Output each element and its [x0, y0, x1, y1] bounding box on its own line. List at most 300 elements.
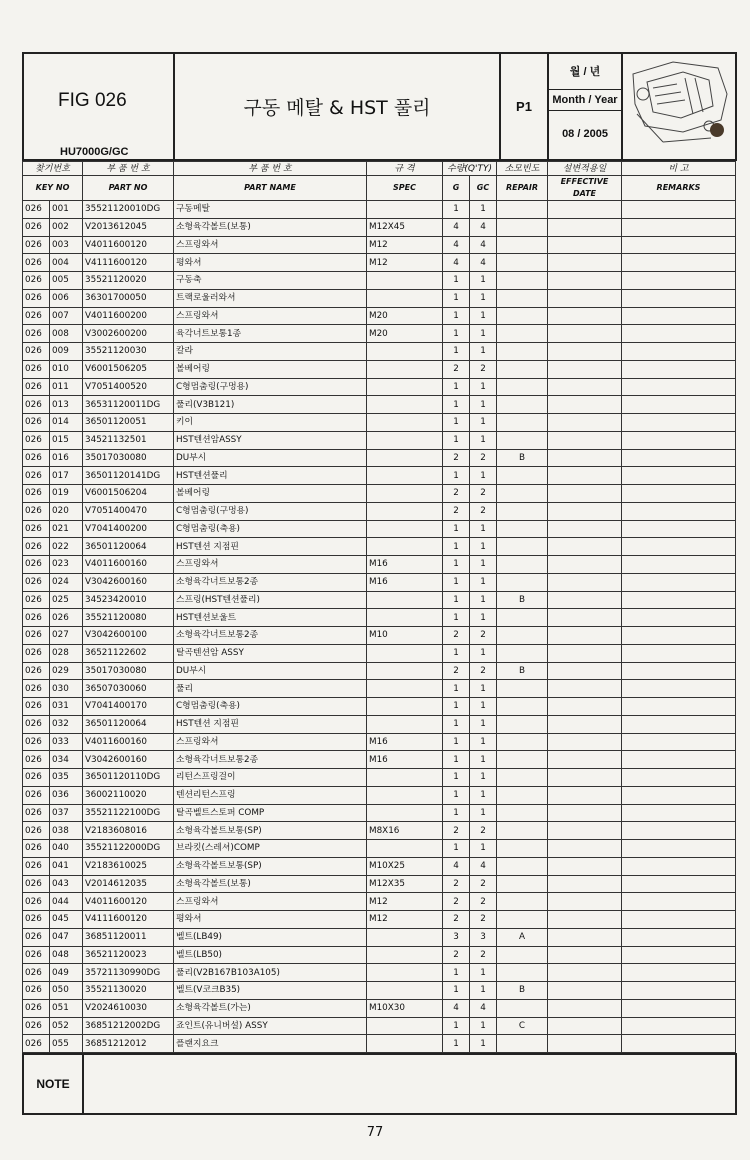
row-remarks [622, 378, 736, 396]
row-qty-g: 1 [443, 201, 470, 219]
row-fig-no: 026 [23, 254, 50, 272]
row-fig-no: 026 [23, 928, 50, 946]
row-part-no: V4011600200 [83, 307, 174, 325]
row-part-name: 풀리(V2B167B103A105) [174, 964, 367, 982]
row-spec: M16 [367, 733, 443, 751]
row-part-no: V2183610025 [83, 857, 174, 875]
row-part-name: 스프링와셔 [174, 893, 367, 911]
row-effective-date [548, 786, 622, 804]
row-repair: C [497, 1017, 548, 1035]
row-qty-gc: 1 [470, 769, 497, 787]
row-fig-no: 026 [23, 751, 50, 769]
row-qty-g: 1 [443, 1035, 470, 1053]
column-header-en [23, 176, 736, 201]
row-effective-date [548, 1035, 622, 1053]
col-key-kr: 찾기번호 [23, 162, 83, 176]
row-remarks [622, 1017, 736, 1035]
row-fig-no: 026 [23, 449, 50, 467]
row-qty-gc: 2 [470, 946, 497, 964]
row-fig-no: 026 [23, 999, 50, 1017]
row-part-name: 벨트(LB50) [174, 946, 367, 964]
row-part-name: DU부시 [174, 662, 367, 680]
row-part-no: V4011600160 [83, 556, 174, 574]
row-repair [497, 502, 548, 520]
note-table [22, 1053, 737, 1115]
row-key-no: 034 [50, 751, 83, 769]
row-spec [367, 1035, 443, 1053]
row-effective-date [548, 538, 622, 556]
row-fig-no: 026 [23, 538, 50, 556]
row-part-no: V7041400170 [83, 698, 174, 716]
fig-cell [23, 53, 174, 160]
row-qty-g: 1 [443, 396, 470, 414]
row-key-no: 030 [50, 680, 83, 698]
row-spec: M10 [367, 627, 443, 645]
table-row [23, 591, 736, 609]
row-effective-date [548, 680, 622, 698]
col-repair-en: REPAIR [497, 176, 548, 201]
row-qty-gc: 1 [470, 201, 497, 219]
row-spec [367, 928, 443, 946]
fig-number: FIG 026 [58, 90, 127, 111]
row-fig-no: 026 [23, 1035, 50, 1053]
row-fig-no: 026 [23, 307, 50, 325]
table-row [23, 449, 736, 467]
row-part-no: 36521122602 [83, 644, 174, 662]
header-table [22, 52, 737, 161]
row-effective-date [548, 272, 622, 290]
table-row [23, 644, 736, 662]
table-row [23, 662, 736, 680]
row-spec: M8X16 [367, 822, 443, 840]
row-qty-gc: 1 [470, 751, 497, 769]
row-part-name: 볼베어링 [174, 360, 367, 378]
row-remarks [622, 360, 736, 378]
row-remarks [622, 875, 736, 893]
row-part-no: V4011600120 [83, 893, 174, 911]
row-repair [497, 520, 548, 538]
row-repair [497, 272, 548, 290]
row-remarks [622, 715, 736, 733]
row-effective-date [548, 644, 622, 662]
row-remarks [622, 307, 736, 325]
row-effective-date [548, 662, 622, 680]
row-qty-gc: 1 [470, 964, 497, 982]
table-row [23, 733, 736, 751]
row-repair [497, 893, 548, 911]
row-part-name: C형멈춤링(축용) [174, 520, 367, 538]
row-qty-g: 1 [443, 272, 470, 290]
row-spec [367, 680, 443, 698]
row-part-name: 탈곡벨트스토퍼 COMP [174, 804, 367, 822]
row-key-no: 016 [50, 449, 83, 467]
row-qty-gc: 1 [470, 680, 497, 698]
row-qty-gc: 3 [470, 928, 497, 946]
row-part-no: 34523420010 [83, 591, 174, 609]
row-effective-date [548, 360, 622, 378]
row-part-no: V4111600120 [83, 911, 174, 929]
row-repair [497, 538, 548, 556]
row-fig-no: 026 [23, 289, 50, 307]
row-fig-no: 026 [23, 857, 50, 875]
row-key-no: 011 [50, 378, 83, 396]
row-part-name: 플랜지요크 [174, 1035, 367, 1053]
row-fig-no: 026 [23, 662, 50, 680]
row-part-name: 소형육각볼트(가는) [174, 999, 367, 1017]
row-remarks [622, 804, 736, 822]
row-remarks [622, 343, 736, 361]
row-fig-no: 026 [23, 680, 50, 698]
row-effective-date [548, 840, 622, 858]
row-repair [497, 769, 548, 787]
row-fig-no: 026 [23, 218, 50, 236]
table-row [23, 698, 736, 716]
row-spec [367, 485, 443, 503]
row-key-no: 048 [50, 946, 83, 964]
row-fig-no: 026 [23, 236, 50, 254]
row-remarks [622, 822, 736, 840]
table-row [23, 1017, 736, 1035]
table-row [23, 360, 736, 378]
row-effective-date [548, 769, 622, 787]
row-effective-date [548, 485, 622, 503]
row-qty-g: 2 [443, 662, 470, 680]
row-fig-no: 026 [23, 609, 50, 627]
row-spec: M12X35 [367, 875, 443, 893]
row-part-name: 소형육각볼트(보통) [174, 218, 367, 236]
row-qty-gc: 1 [470, 591, 497, 609]
row-qty-gc: 2 [470, 627, 497, 645]
row-part-no: 36501120141DG [83, 467, 174, 485]
table-row [23, 609, 736, 627]
row-spec [367, 609, 443, 627]
row-qty-g: 1 [443, 609, 470, 627]
row-qty-gc: 1 [470, 804, 497, 822]
row-fig-no: 026 [23, 485, 50, 503]
row-repair [497, 467, 548, 485]
row-repair [497, 218, 548, 236]
row-qty-g: 2 [443, 502, 470, 520]
row-key-no: 026 [50, 609, 83, 627]
row-fig-no: 026 [23, 325, 50, 343]
row-qty-g: 1 [443, 556, 470, 574]
table-row [23, 928, 736, 946]
row-qty-g: 2 [443, 449, 470, 467]
row-effective-date [548, 751, 622, 769]
row-effective-date [548, 343, 622, 361]
row-key-no: 029 [50, 662, 83, 680]
table-row [23, 786, 736, 804]
row-qty-gc: 2 [470, 822, 497, 840]
row-fig-no: 026 [23, 360, 50, 378]
row-key-no: 025 [50, 591, 83, 609]
row-part-name: 소형육각볼트(보통) [174, 875, 367, 893]
row-qty-g: 2 [443, 485, 470, 503]
row-part-name: 브라킷(스레셔)COMP [174, 840, 367, 858]
row-part-no: 35521122100DG [83, 804, 174, 822]
table-row [23, 254, 736, 272]
row-qty-g: 1 [443, 289, 470, 307]
table-row [23, 538, 736, 556]
row-remarks [622, 556, 736, 574]
row-repair [497, 431, 548, 449]
row-part-no: V2183608016 [83, 822, 174, 840]
row-qty-g: 1 [443, 343, 470, 361]
row-fig-no: 026 [23, 573, 50, 591]
row-qty-gc: 1 [470, 325, 497, 343]
row-repair [497, 254, 548, 272]
row-repair [497, 715, 548, 733]
row-remarks [622, 591, 736, 609]
row-qty-g: 1 [443, 378, 470, 396]
row-repair [497, 396, 548, 414]
row-fig-no: 026 [23, 644, 50, 662]
page-number: 77 [366, 1125, 384, 1140]
row-key-no: 050 [50, 982, 83, 1000]
row-spec [367, 591, 443, 609]
table-row [23, 857, 736, 875]
row-remarks [622, 485, 736, 503]
row-part-name: 스프링와셔 [174, 307, 367, 325]
row-remarks [622, 857, 736, 875]
table-row [23, 236, 736, 254]
row-part-no: V4011600160 [83, 733, 174, 751]
row-part-name: 칼라 [174, 343, 367, 361]
row-part-no: 36501120064 [83, 715, 174, 733]
col-key-en: KEY NO [23, 176, 83, 201]
row-qty-g: 2 [443, 360, 470, 378]
row-fig-no: 026 [23, 556, 50, 574]
row-part-no: V4011600120 [83, 236, 174, 254]
row-repair [497, 680, 548, 698]
row-part-no: 35521120030 [83, 343, 174, 361]
row-remarks [622, 201, 736, 219]
row-qty-g: 1 [443, 1017, 470, 1035]
table-row [23, 307, 736, 325]
row-part-no: 36531120011DG [83, 396, 174, 414]
row-key-no: 006 [50, 289, 83, 307]
row-spec [367, 414, 443, 432]
col-spec-en: SPEC [367, 176, 443, 201]
row-repair [497, 343, 548, 361]
row-repair [497, 201, 548, 219]
row-repair [497, 733, 548, 751]
table-row [23, 911, 736, 929]
row-key-no: 004 [50, 254, 83, 272]
row-remarks [622, 982, 736, 1000]
table-row [23, 556, 736, 574]
table-row [23, 893, 736, 911]
col-rem-kr: 비 고 [622, 162, 736, 176]
row-qty-g: 1 [443, 307, 470, 325]
table-row [23, 822, 736, 840]
row-qty-gc: 2 [470, 893, 497, 911]
row-remarks [622, 538, 736, 556]
table-row [23, 875, 736, 893]
table-row [23, 840, 736, 858]
row-part-no: 35721130990DG [83, 964, 174, 982]
row-spec [367, 644, 443, 662]
table-row [23, 715, 736, 733]
row-spec: M10X25 [367, 857, 443, 875]
row-qty-gc: 2 [470, 502, 497, 520]
row-part-name: 텐션리턴스프링 [174, 786, 367, 804]
row-spec: M20 [367, 325, 443, 343]
row-part-name: 구동메탈 [174, 201, 367, 219]
row-repair [497, 911, 548, 929]
row-effective-date [548, 591, 622, 609]
table-row [23, 485, 736, 503]
col-eff-kr: 설변적용일 [548, 162, 622, 176]
row-qty-gc: 4 [470, 254, 497, 272]
row-qty-gc: 1 [470, 644, 497, 662]
row-spec [367, 396, 443, 414]
row-key-no: 038 [50, 822, 83, 840]
row-part-no: V2013612045 [83, 218, 174, 236]
row-part-name: 풀리(V3B121) [174, 396, 367, 414]
row-qty-gc: 1 [470, 698, 497, 716]
issue-date: 08 / 2005 [562, 128, 608, 140]
row-part-name: 스프링와셔 [174, 733, 367, 751]
row-qty-g: 2 [443, 822, 470, 840]
row-remarks [622, 928, 736, 946]
col-part-en: PART NO [83, 176, 174, 201]
table-row [23, 289, 736, 307]
row-repair [497, 609, 548, 627]
row-effective-date [548, 236, 622, 254]
row-effective-date [548, 733, 622, 751]
row-remarks [622, 911, 736, 929]
row-fig-no: 026 [23, 875, 50, 893]
row-remarks [622, 644, 736, 662]
row-repair: B [497, 449, 548, 467]
row-key-no: 001 [50, 201, 83, 219]
row-effective-date [548, 928, 622, 946]
row-part-name: 소형육각너트보통2종 [174, 573, 367, 591]
row-spec: M10X30 [367, 999, 443, 1017]
row-fig-no: 026 [23, 822, 50, 840]
row-qty-g: 2 [443, 893, 470, 911]
row-qty-gc: 1 [470, 520, 497, 538]
row-fig-no: 026 [23, 627, 50, 645]
row-qty-gc: 1 [470, 840, 497, 858]
row-part-name: 벨트(V코크B35) [174, 982, 367, 1000]
row-remarks [622, 751, 736, 769]
row-qty-g: 1 [443, 786, 470, 804]
row-remarks [622, 573, 736, 591]
row-qty-gc: 1 [470, 609, 497, 627]
row-spec [367, 698, 443, 716]
row-repair: B [497, 662, 548, 680]
row-qty-gc: 4 [470, 999, 497, 1017]
row-fig-no: 026 [23, 1017, 50, 1035]
row-part-name: 볼베어링 [174, 485, 367, 503]
table-row [23, 272, 736, 290]
row-remarks [622, 289, 736, 307]
row-qty-g: 2 [443, 946, 470, 964]
row-qty-gc: 1 [470, 272, 497, 290]
row-key-no: 045 [50, 911, 83, 929]
row-qty-gc: 4 [470, 857, 497, 875]
combine-harvester-image [623, 54, 733, 155]
row-key-no: 021 [50, 520, 83, 538]
row-repair: B [497, 982, 548, 1000]
row-fig-no: 026 [23, 840, 50, 858]
row-remarks [622, 520, 736, 538]
row-part-name: DU부시 [174, 449, 367, 467]
row-fig-no: 026 [23, 982, 50, 1000]
row-fig-no: 026 [23, 414, 50, 432]
row-effective-date [548, 698, 622, 716]
row-qty-gc: 2 [470, 360, 497, 378]
row-part-name: C형멈춤링(축용) [174, 698, 367, 716]
row-repair [497, 627, 548, 645]
column-header-kr [23, 162, 736, 176]
row-key-no: 032 [50, 715, 83, 733]
row-qty-gc: 1 [470, 378, 497, 396]
row-effective-date [548, 201, 622, 219]
row-effective-date [548, 627, 622, 645]
row-key-no: 051 [50, 999, 83, 1017]
row-effective-date [548, 556, 622, 574]
row-part-no: V3002600200 [83, 325, 174, 343]
row-repair [497, 360, 548, 378]
row-fig-no: 026 [23, 431, 50, 449]
row-part-name: 소형육각너트보통2종 [174, 627, 367, 645]
row-key-no: 017 [50, 467, 83, 485]
row-key-no: 015 [50, 431, 83, 449]
row-qty-gc: 1 [470, 556, 497, 574]
row-spec [367, 520, 443, 538]
row-part-no: V6001506204 [83, 485, 174, 503]
row-spec: M12 [367, 911, 443, 929]
row-repair [497, 414, 548, 432]
row-effective-date [548, 715, 622, 733]
row-part-no: V2024610030 [83, 999, 174, 1017]
col-gc: GC [470, 176, 497, 201]
row-repair [497, 786, 548, 804]
row-qty-g: 1 [443, 414, 470, 432]
row-remarks [622, 396, 736, 414]
table-row [23, 751, 736, 769]
month-year-en: Month / Year [549, 90, 621, 111]
table-row [23, 201, 736, 219]
row-effective-date [548, 822, 622, 840]
row-qty-gc: 2 [470, 875, 497, 893]
row-qty-gc: 1 [470, 573, 497, 591]
row-effective-date [548, 307, 622, 325]
row-part-no: 35521120080 [83, 609, 174, 627]
row-qty-g: 1 [443, 769, 470, 787]
row-remarks [622, 946, 736, 964]
table-row [23, 964, 736, 982]
col-name-en: PART NAME [174, 176, 367, 201]
row-qty-gc: 1 [470, 786, 497, 804]
row-part-no: V7051400520 [83, 378, 174, 396]
table-row [23, 414, 736, 432]
row-fig-no: 026 [23, 396, 50, 414]
row-qty-g: 1 [443, 840, 470, 858]
row-part-no: 35521130020 [83, 982, 174, 1000]
row-qty-gc: 1 [470, 1035, 497, 1053]
row-repair [497, 999, 548, 1017]
row-part-name: 소형육각볼트보통(SP) [174, 822, 367, 840]
row-spec [367, 662, 443, 680]
row-remarks [622, 272, 736, 290]
row-part-no: V3042600100 [83, 627, 174, 645]
row-part-no: V3042600160 [83, 573, 174, 591]
row-spec [367, 289, 443, 307]
